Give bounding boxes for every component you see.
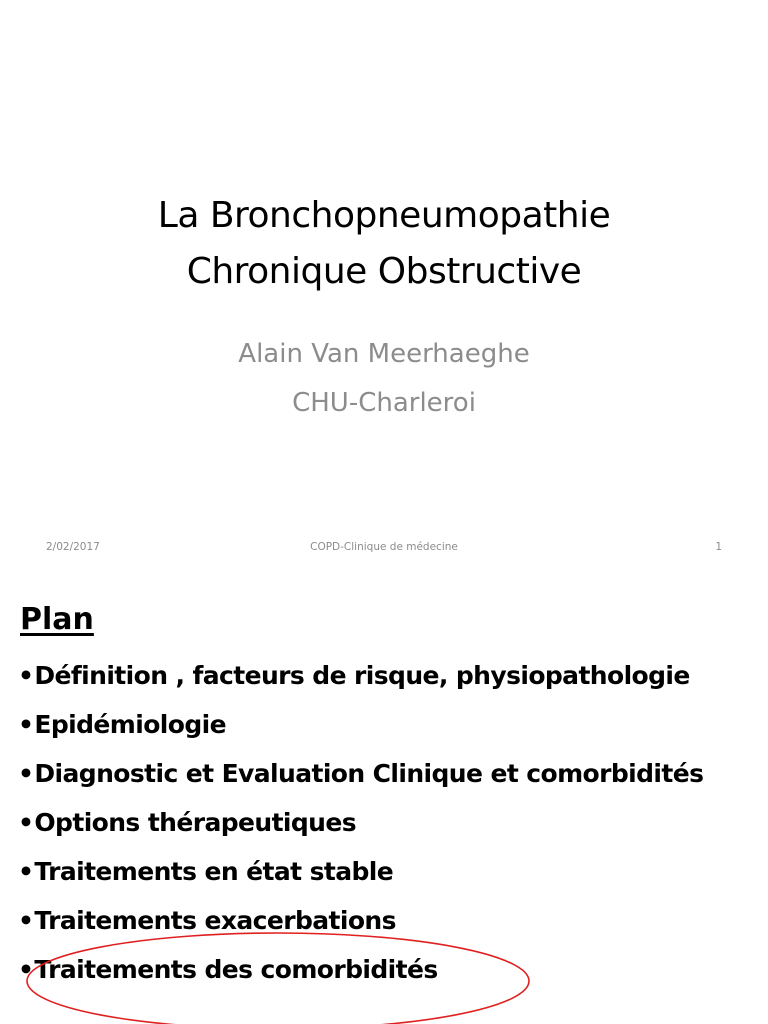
plan-slide (0, 576, 768, 1024)
bullet-glyph: • (18, 857, 34, 886)
plan-item-label: Diagnostic et Evaluation Clinique et comorbidités (34, 759, 704, 788)
plan-item-label: Traitements des comorbidités (34, 955, 438, 984)
plan-item-label: Traitements exacerbations (34, 906, 396, 935)
title-line-1: La Bronchopneumopathie (157, 195, 611, 236)
plan-item-etat-stable (18, 847, 703, 896)
plan-item-comorbidites (18, 945, 703, 994)
plan-item-label: Options thérapeutiques (34, 808, 357, 837)
plan-item-label: Traitements en état stable (34, 857, 394, 886)
title-line-2: Chronique Obstructive (186, 251, 582, 292)
plan-item-options (18, 798, 703, 847)
footer-date: 2/02/2017 (46, 541, 100, 553)
author-name: Alain Van Meerhaeghe (238, 339, 530, 369)
slide-title (0, 188, 768, 300)
bullet-glyph: • (18, 955, 34, 984)
bullet-glyph: • (18, 710, 34, 739)
plan-heading: Plan (20, 602, 94, 637)
bullet-glyph: • (18, 661, 34, 690)
institution-name: CHU-Charleroi (292, 388, 476, 418)
plan-item-label: Epidémiologie (34, 710, 226, 739)
bullet-glyph: • (18, 808, 34, 837)
slide-subtitle (0, 330, 768, 428)
plan-item-label: Définition , facteurs de risque, physiopathologie (34, 661, 690, 690)
bullet-glyph: • (18, 906, 34, 935)
footer-page-number: 1 (715, 541, 722, 553)
plan-item-diagnostic (18, 749, 703, 798)
bullet-glyph: • (18, 759, 34, 788)
footer-center-text: COPD-Clinique de médecine (310, 541, 458, 553)
plan-item-exacerbations (18, 896, 703, 945)
plan-item-definition (18, 651, 703, 700)
plan-list (18, 651, 703, 994)
plan-item-epidemiologie (18, 700, 703, 749)
